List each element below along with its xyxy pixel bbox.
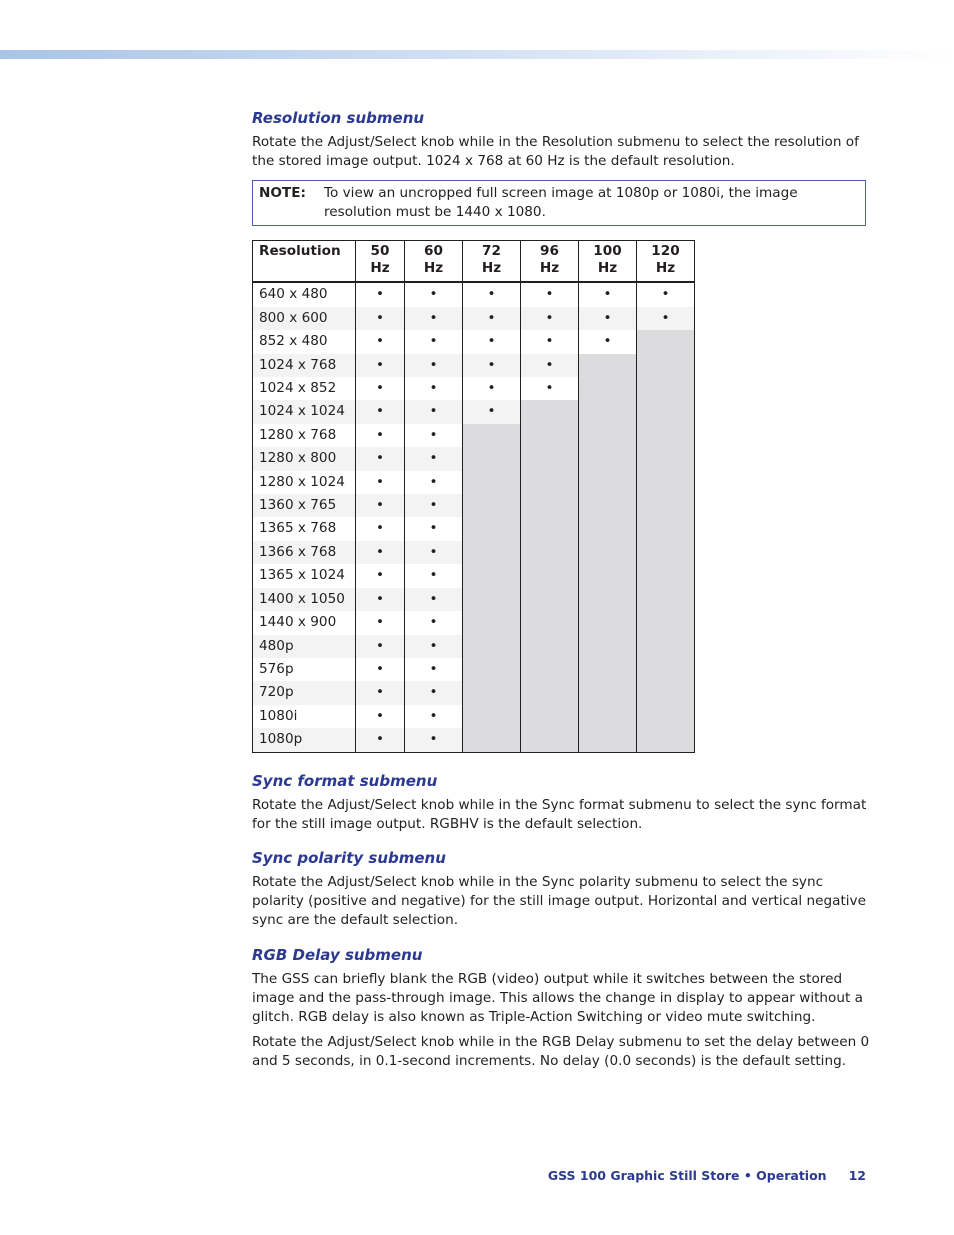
- supported-mark: •: [356, 728, 405, 752]
- table-row: [253, 635, 695, 658]
- table-row: [253, 728, 695, 752]
- supported-mark: •: [463, 354, 521, 377]
- supported-mark: •: [405, 424, 463, 447]
- unsupported-cell: [637, 728, 695, 752]
- sync-polarity-body: Rotate the Adjust/Select knob while in the Sync polarity submenu to select the sync polarity (positive and negative) for the still image output. Horizontal and vertical negative sync are the default selection.: [252, 873, 866, 929]
- unsupported-cell: [579, 658, 637, 681]
- row-resolution: 1360 x 765: [253, 494, 356, 517]
- unsupported-cell: [521, 424, 579, 447]
- supported-mark: •: [405, 564, 463, 587]
- table-body: [253, 282, 695, 752]
- supported-mark: •: [405, 681, 463, 704]
- unsupported-cell: [521, 658, 579, 681]
- header-rate: 72 Hz: [463, 241, 521, 283]
- row-resolution: 800 x 600: [253, 307, 356, 330]
- supported-mark: •: [356, 447, 405, 470]
- supported-mark: •: [405, 307, 463, 330]
- supported-mark: •: [356, 494, 405, 517]
- supported-mark: •: [405, 494, 463, 517]
- unsupported-cell: [463, 635, 521, 658]
- unsupported-cell: [463, 541, 521, 564]
- supported-mark: •: [356, 330, 405, 353]
- header-resolution: Resolution: [253, 241, 356, 283]
- supported-mark: •: [405, 541, 463, 564]
- supported-mark: •: [463, 330, 521, 353]
- supported-mark: •: [356, 658, 405, 681]
- unsupported-cell: [579, 564, 637, 587]
- header-rate: 50 Hz: [356, 241, 405, 283]
- page-number: 12: [848, 1168, 866, 1183]
- unsupported-cell: [521, 611, 579, 634]
- supported-mark: •: [356, 517, 405, 540]
- row-resolution: 1365 x 768: [253, 517, 356, 540]
- table-header-row: [253, 241, 695, 283]
- supported-mark: •: [405, 330, 463, 353]
- table-row: [253, 681, 695, 704]
- resolution-table: [252, 240, 695, 752]
- supported-mark: •: [405, 447, 463, 470]
- row-resolution: 1280 x 1024: [253, 471, 356, 494]
- supported-mark: •: [463, 282, 521, 306]
- supported-mark: •: [405, 635, 463, 658]
- row-resolution: 1080i: [253, 705, 356, 728]
- page-footer: [548, 1167, 866, 1185]
- supported-mark: •: [405, 377, 463, 400]
- unsupported-cell: [463, 494, 521, 517]
- row-resolution: 576p: [253, 658, 356, 681]
- sync-polarity-heading: Sync polarity submenu: [252, 848, 446, 867]
- table-row: [253, 377, 695, 400]
- table-row: [253, 307, 695, 330]
- supported-mark: •: [637, 307, 695, 330]
- unsupported-cell: [521, 447, 579, 470]
- table-row: [253, 330, 695, 353]
- rgb-delay-body-2: Rotate the Adjust/Select knob while in the RGB Delay submenu to set the delay between 0 and 5 seconds, in 0.1-second increments. No delay (0.0 seconds) is the default setting.: [252, 1034, 870, 1070]
- unsupported-cell: [637, 424, 695, 447]
- unsupported-cell: [637, 377, 695, 400]
- row-resolution: 1280 x 768: [253, 424, 356, 447]
- unsupported-cell: [637, 588, 695, 611]
- page-content: [252, 108, 872, 1078]
- unsupported-cell: [579, 494, 637, 517]
- note-text: To view an uncropped full screen image at 1080p or 1080i, the image resolution must be 1440 x 1080.: [324, 185, 798, 221]
- unsupported-cell: [579, 400, 637, 423]
- unsupported-cell: [521, 681, 579, 704]
- table-row: [253, 400, 695, 423]
- unsupported-cell: [637, 400, 695, 423]
- supported-mark: •: [356, 377, 405, 400]
- rgb-delay-body-1: The GSS can briefly blank the RGB (video) output while it switches between the stored image and the pass-through image. This allows the change in display to appear without a glitch. RGB delay is also known as Triple-Action Switching or video mute switching.: [252, 970, 863, 1025]
- unsupported-cell: [579, 635, 637, 658]
- header-rate: 96 Hz: [521, 241, 579, 283]
- unsupported-cell: [521, 471, 579, 494]
- row-resolution: 1280 x 800: [253, 447, 356, 470]
- unsupported-cell: [463, 588, 521, 611]
- unsupported-cell: [637, 658, 695, 681]
- unsupported-cell: [463, 564, 521, 587]
- row-resolution: 1080p: [253, 728, 356, 752]
- unsupported-cell: [463, 447, 521, 470]
- unsupported-cell: [463, 681, 521, 704]
- unsupported-cell: [579, 541, 637, 564]
- supported-mark: •: [405, 728, 463, 752]
- supported-mark: •: [356, 354, 405, 377]
- table-row: [253, 494, 695, 517]
- unsupported-cell: [463, 517, 521, 540]
- row-resolution: 640 x 480: [253, 282, 356, 306]
- unsupported-cell: [579, 354, 637, 377]
- table-row: [253, 424, 695, 447]
- supported-mark: •: [521, 330, 579, 353]
- unsupported-cell: [521, 705, 579, 728]
- table-row: [253, 658, 695, 681]
- row-resolution: 852 x 480: [253, 330, 356, 353]
- unsupported-cell: [637, 611, 695, 634]
- supported-mark: •: [356, 541, 405, 564]
- unsupported-cell: [579, 517, 637, 540]
- resolution-body: Rotate the Adjust/Select knob while in the Resolution submenu to select the resolution of the stored image output. 1024 x 768 at 60 Hz is the default resolution.: [252, 134, 859, 170]
- unsupported-cell: [579, 705, 637, 728]
- supported-mark: •: [463, 377, 521, 400]
- supported-mark: •: [405, 517, 463, 540]
- supported-mark: •: [356, 588, 405, 611]
- supported-mark: •: [521, 377, 579, 400]
- supported-mark: •: [405, 611, 463, 634]
- row-resolution: 1024 x 852: [253, 377, 356, 400]
- table-row: [253, 564, 695, 587]
- table-row: [253, 447, 695, 470]
- supported-mark: •: [463, 307, 521, 330]
- supported-mark: •: [356, 564, 405, 587]
- resolution-heading: Resolution submenu: [252, 109, 425, 127]
- supported-mark: •: [405, 705, 463, 728]
- unsupported-cell: [579, 471, 637, 494]
- supported-mark: •: [405, 354, 463, 377]
- header-rate: 60 Hz: [405, 241, 463, 283]
- sync-format-body: Rotate the Adjust/Select knob while in the Sync format submenu to select the sync format for the still image output. RGBHV is the default selection.: [252, 796, 867, 832]
- unsupported-cell: [579, 447, 637, 470]
- unsupported-cell: [579, 588, 637, 611]
- supported-mark: •: [405, 588, 463, 611]
- sync-format-heading: Sync format submenu: [252, 771, 438, 790]
- supported-mark: •: [521, 282, 579, 306]
- unsupported-cell: [637, 354, 695, 377]
- unsupported-cell: [521, 517, 579, 540]
- table-row: [253, 471, 695, 494]
- table-row: [253, 705, 695, 728]
- unsupported-cell: [637, 541, 695, 564]
- supported-mark: •: [356, 635, 405, 658]
- row-resolution: 1400 x 1050: [253, 588, 356, 611]
- supported-mark: •: [405, 400, 463, 423]
- table-row: [253, 282, 695, 306]
- table-row: [253, 517, 695, 540]
- header-accent-bar: [0, 50, 954, 59]
- supported-mark: •: [356, 681, 405, 704]
- unsupported-cell: [637, 635, 695, 658]
- header-rate: 100 Hz: [579, 241, 637, 283]
- unsupported-cell: [637, 681, 695, 704]
- supported-mark: •: [579, 330, 637, 353]
- table-row: [253, 611, 695, 634]
- note-label: NOTE:: [259, 185, 306, 202]
- table-row: [253, 588, 695, 611]
- supported-mark: •: [521, 354, 579, 377]
- supported-mark: •: [579, 307, 637, 330]
- supported-mark: •: [579, 282, 637, 306]
- supported-mark: •: [521, 307, 579, 330]
- table-row: [253, 541, 695, 564]
- row-resolution: 1366 x 768: [253, 541, 356, 564]
- row-resolution: 480p: [253, 635, 356, 658]
- unsupported-cell: [463, 728, 521, 752]
- unsupported-cell: [579, 377, 637, 400]
- unsupported-cell: [637, 517, 695, 540]
- unsupported-cell: [637, 494, 695, 517]
- unsupported-cell: [637, 447, 695, 470]
- unsupported-cell: [521, 564, 579, 587]
- supported-mark: •: [356, 705, 405, 728]
- unsupported-cell: [521, 400, 579, 423]
- row-resolution: 720p: [253, 681, 356, 704]
- supported-mark: •: [356, 471, 405, 494]
- row-resolution: 1440 x 900: [253, 611, 356, 634]
- unsupported-cell: [463, 471, 521, 494]
- unsupported-cell: [521, 728, 579, 752]
- unsupported-cell: [521, 494, 579, 517]
- supported-mark: •: [356, 307, 405, 330]
- footer-title: GSS 100 Graphic Still Store • Operation: [547, 1168, 827, 1183]
- supported-mark: •: [405, 471, 463, 494]
- unsupported-cell: [579, 728, 637, 752]
- unsupported-cell: [579, 681, 637, 704]
- header-rate: 120 Hz: [637, 241, 695, 283]
- unsupported-cell: [521, 541, 579, 564]
- unsupported-cell: [637, 564, 695, 587]
- note-box: [252, 180, 866, 226]
- supported-mark: •: [405, 282, 463, 306]
- row-resolution: 1024 x 1024: [253, 400, 356, 423]
- unsupported-cell: [637, 705, 695, 728]
- unsupported-cell: [463, 705, 521, 728]
- unsupported-cell: [463, 611, 521, 634]
- supported-mark: •: [356, 424, 405, 447]
- supported-mark: •: [356, 611, 405, 634]
- table-row: [253, 354, 695, 377]
- row-resolution: 1365 x 1024: [253, 564, 356, 587]
- unsupported-cell: [637, 330, 695, 353]
- supported-mark: •: [356, 400, 405, 423]
- supported-mark: •: [463, 400, 521, 423]
- rgb-delay-heading: RGB Delay submenu: [252, 945, 423, 964]
- unsupported-cell: [579, 424, 637, 447]
- unsupported-cell: [579, 611, 637, 634]
- supported-mark: •: [637, 282, 695, 306]
- unsupported-cell: [637, 471, 695, 494]
- unsupported-cell: [463, 658, 521, 681]
- unsupported-cell: [463, 424, 521, 447]
- supported-mark: •: [356, 282, 405, 306]
- unsupported-cell: [521, 588, 579, 611]
- row-resolution: 1024 x 768: [253, 354, 356, 377]
- supported-mark: •: [405, 658, 463, 681]
- unsupported-cell: [521, 635, 579, 658]
